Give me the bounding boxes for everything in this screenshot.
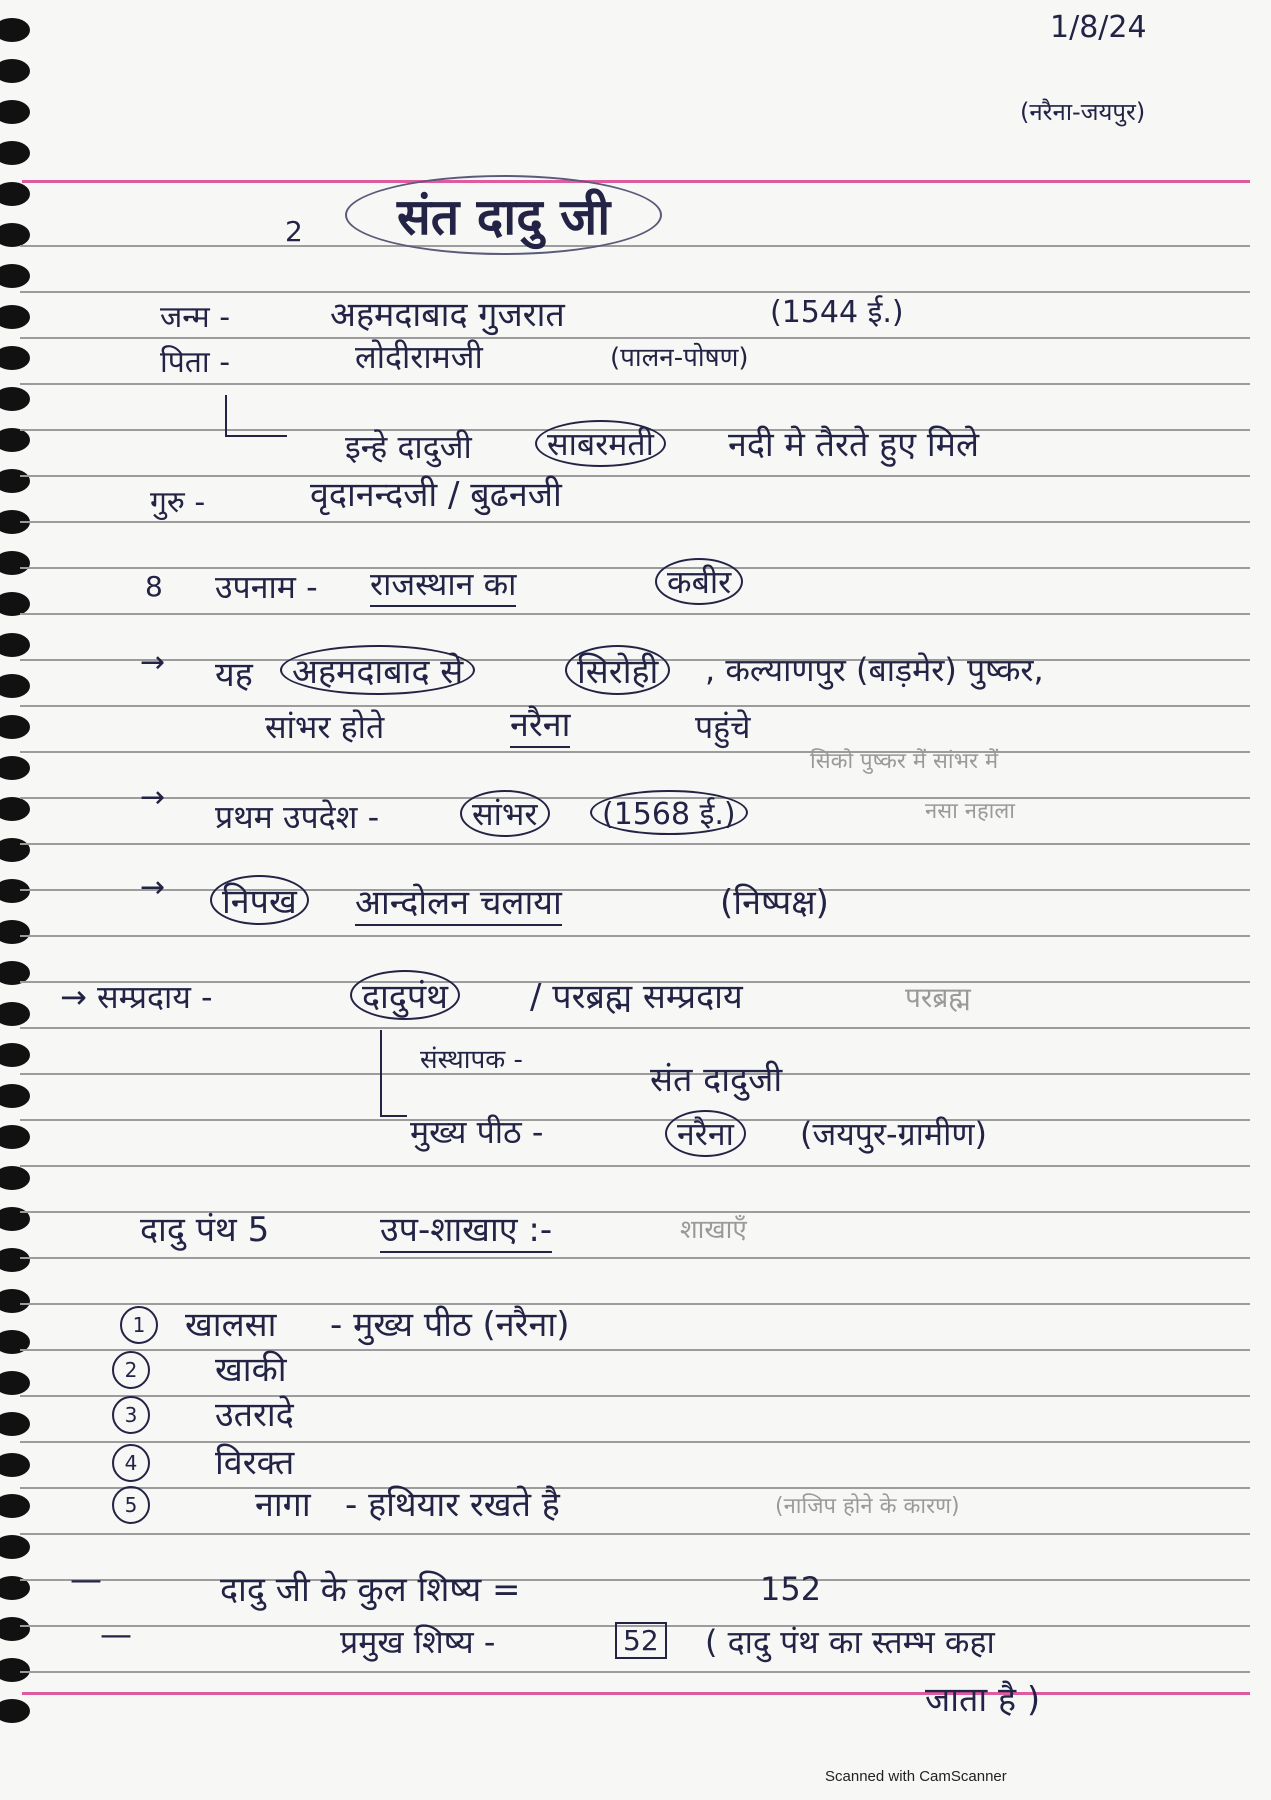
ruled-line	[20, 751, 1250, 753]
sect-bracket	[380, 1030, 407, 1117]
ruled-line	[20, 1073, 1250, 1075]
branch-name: विरक्त	[215, 1443, 295, 1483]
seat-note: (जयपुर-ग्रामीण)	[800, 1115, 987, 1153]
journey-line2-pre: सांभर होते	[265, 708, 385, 746]
sect-label: → सम्प्रदाय -	[60, 978, 213, 1016]
father-label: पिता -	[160, 345, 231, 380]
branch-number: 1	[120, 1306, 158, 1344]
ruled-line	[20, 1487, 1250, 1489]
ruled-line	[20, 1119, 1250, 1121]
founder-value: संत दादुजी	[650, 1060, 783, 1100]
journey-line2-post: पहुंचे	[695, 708, 751, 746]
seat-place: नरैना	[665, 1110, 746, 1157]
ruled-line	[20, 291, 1250, 293]
ruled-line	[20, 1579, 1250, 1581]
founder-label: संस्थापक -	[420, 1045, 523, 1075]
guru-label: गुरु -	[150, 485, 206, 520]
arrow-icon: →	[140, 780, 166, 815]
guru-value: वृदानन्दजी / बुढनजी	[310, 475, 562, 515]
branch-number: 3	[112, 1396, 150, 1434]
branch-name: नागा	[255, 1485, 311, 1525]
sect-name-circled: दादुपंथ	[350, 970, 460, 1020]
ruled-line	[20, 1395, 1250, 1397]
page-number: 2	[285, 215, 303, 248]
binding-hole	[0, 1248, 30, 1272]
binding-hole	[0, 182, 30, 206]
birth-year: (1544 ई.)	[770, 295, 904, 330]
journey-nareina: नरैना	[510, 700, 570, 748]
journey-from: अहमदाबाद से	[280, 645, 475, 695]
binding-hole	[0, 1699, 30, 1723]
branches-heading-pencil: शाखाएँ	[680, 1215, 747, 1245]
binding-hole	[0, 1002, 30, 1026]
found-note-pre: इन्हे दादुजी	[345, 428, 472, 466]
binding-hole	[0, 387, 30, 411]
found-note-post: नदी मे तैरते हुए मिले	[728, 425, 980, 465]
binding-hole	[0, 305, 30, 329]
binding-hole	[0, 1166, 30, 1190]
ruled-line	[20, 245, 1250, 247]
binding-hole	[0, 1084, 30, 1108]
branch-note: - मुख्य पीठ (नरैना)	[330, 1305, 570, 1345]
ruled-line	[20, 705, 1250, 707]
ruled-line	[20, 1671, 1250, 1673]
disciples-main-note: ( दादु पंथ का स्तम्भ कहा	[705, 1623, 995, 1661]
sect-pencil: परब्रह्म	[905, 981, 971, 1014]
top-margin-line	[22, 180, 1250, 183]
ruled-line	[20, 1257, 1250, 1259]
place-note: (नरैना-जयपुर)	[1020, 98, 1146, 126]
ruled-line	[20, 521, 1250, 523]
dash: —	[70, 1560, 102, 1598]
binding-hole	[0, 141, 30, 165]
movement-note: (निष्पक्ष)	[720, 883, 829, 923]
binding-hole	[0, 756, 30, 780]
binding-hole	[0, 551, 30, 575]
binding-hole	[0, 100, 30, 124]
birth-value: अहमदाबाद गुजरात	[330, 295, 565, 335]
first-sermon-label: प्रथम उपदेश -	[215, 798, 380, 836]
branches-heading: दादु पंथ 5	[140, 1210, 270, 1250]
nickname-value: राजस्थान का	[370, 562, 516, 607]
ruled-line	[20, 1441, 1250, 1443]
first-sermon-place: सांभर	[460, 790, 550, 837]
binding-hole	[0, 18, 30, 42]
journey-sirohi: सिरोही	[565, 645, 670, 695]
ruled-line	[20, 383, 1250, 385]
ruled-line	[20, 889, 1250, 891]
binding-hole	[0, 1453, 30, 1477]
ruled-line	[20, 843, 1250, 845]
disciples-total-label: दादु जी के कुल शिष्य =	[220, 1570, 521, 1610]
binding-hole	[0, 59, 30, 83]
nickname-label: उपनाम -	[215, 568, 318, 606]
branch-number: 4	[112, 1444, 150, 1482]
ruled-line	[20, 935, 1250, 937]
movement-text: आन्दोलन चलाया	[355, 878, 562, 926]
pencil-note-2: नसा नहाला	[925, 799, 1015, 824]
disciples-total-value: 152	[760, 1570, 822, 1608]
binding-hole	[0, 1125, 30, 1149]
ruled-line	[20, 1349, 1250, 1351]
binding-hole	[0, 264, 30, 288]
binding-hole	[0, 1371, 30, 1395]
bottom-margin-line	[22, 1692, 1250, 1695]
sabarmati-circled: साबरमती	[535, 420, 666, 467]
dash: —	[100, 1615, 132, 1653]
binding-hole	[0, 715, 30, 739]
ruled-line	[20, 475, 1250, 477]
seat-label: मुख्य पीठ -	[410, 1113, 544, 1151]
journey-rest: , कल्याणपुर (बाड़मेर) पुष्कर,	[705, 651, 1044, 689]
binding-hole	[0, 1043, 30, 1067]
branch-number: 5	[112, 1486, 150, 1524]
ruled-line	[20, 1165, 1250, 1167]
journey-pre: यह	[215, 655, 253, 695]
binding-hole	[0, 838, 30, 862]
ruled-line	[20, 613, 1250, 615]
branch-name: खालसा	[185, 1305, 277, 1345]
branches-heading-sub: उप-शाखाए :-	[380, 1205, 552, 1253]
father-value: लोदीरामजी	[355, 338, 483, 376]
arrow-icon: →	[140, 645, 166, 680]
sect-name-alt: / परब्रह्म सम्प्रदाय	[530, 977, 743, 1017]
binding-hole	[0, 674, 30, 698]
binding-hole	[0, 633, 30, 657]
date: 1/8/24	[1050, 10, 1147, 45]
binding-hole	[0, 428, 30, 452]
binding-hole	[0, 346, 30, 370]
binding-hole	[0, 469, 30, 493]
binding-hole	[0, 223, 30, 247]
ruled-line	[20, 567, 1250, 569]
bracket-connector	[225, 395, 287, 437]
arrow-icon: →	[140, 870, 166, 905]
branch-note: - हथियार रखते है	[345, 1485, 560, 1525]
page-title: संत दादु जी	[345, 175, 662, 255]
disciples-main-value: 52	[615, 1622, 667, 1659]
naga-pencil-note: (नाजिप होने के कारण)	[775, 1494, 960, 1519]
kabir-circled: कबीर	[655, 558, 743, 605]
binding-hole	[0, 1535, 30, 1559]
birth-label: जन्म -	[160, 300, 231, 335]
movement-circled: निपख	[210, 875, 309, 925]
binding-hole	[0, 1494, 30, 1518]
disciples-main-note-2: जाता है )	[925, 1680, 1041, 1720]
ruled-line	[20, 1027, 1250, 1029]
disciples-main-label: प्रमुख शिष्य -	[340, 1623, 496, 1661]
binding-hole	[0, 1412, 30, 1436]
binding-hole	[0, 1658, 30, 1682]
branch-name: उतरादे	[215, 1395, 294, 1435]
branch-name: खाकी	[215, 1350, 287, 1390]
first-sermon-year: (1568 ई.)	[590, 790, 748, 835]
scanner-watermark: Scanned with CamScanner	[825, 1768, 1007, 1785]
binding-hole	[0, 920, 30, 944]
pencil-note-1: सिको पुष्कर में सांभर में	[810, 749, 999, 774]
binding-hole	[0, 797, 30, 821]
branch-number: 2	[112, 1351, 150, 1389]
binding-hole	[0, 879, 30, 903]
binding-hole	[0, 1289, 30, 1313]
ruled-line	[20, 1533, 1250, 1535]
binding-hole	[0, 1617, 30, 1641]
nickname-bullet: 8	[145, 570, 163, 603]
father-note: (पालन-पोषण)	[610, 343, 749, 373]
